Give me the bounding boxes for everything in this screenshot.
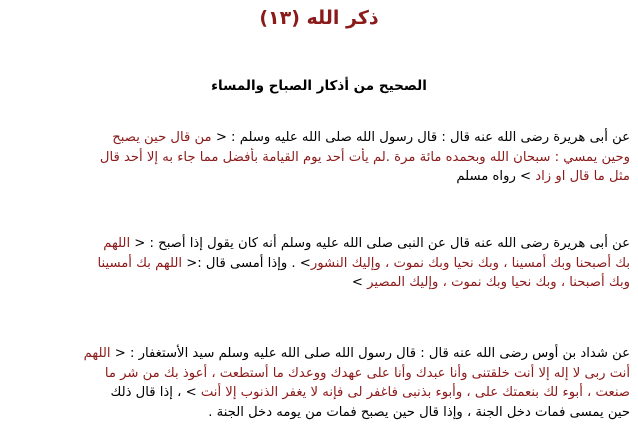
text-plain: > ، إذا قال ذلك	[110, 385, 201, 400]
text-line	[6, 128, 630, 148]
text-hadith: وحين يمسي : سبحان الله وبحمده مائة مرة .لم يأت أحد يوم القيامة بأفضل مما جاء به إلا أحد قال	[99, 149, 630, 165]
text-line	[6, 234, 630, 254]
section-subtitle: الصحيح من أذكار الصباح والمساء	[211, 78, 427, 94]
text-plain: >	[351, 275, 368, 290]
text-plain: عن أبى هريرة رضى الله عنه قال : قال رسول الله صلى الله عليه وسلم : <	[211, 130, 630, 145]
text-line	[6, 383, 630, 403]
text-plain: حين يمسى فمات دخل الجنة ، وإذا قال حين يصبح فمات من يومه دخل الجنة .	[208, 404, 630, 420]
hadith-paragraph-3	[6, 344, 630, 422]
text-hadith: بك أصبحنا وبك أمسينا ، وبك نحيا وبك نموت ، وإليك النشور	[310, 255, 630, 271]
text-line	[6, 254, 630, 274]
text-line	[6, 403, 630, 423]
text-hadith: مثل ما قال او زاد	[535, 169, 630, 184]
text-line	[6, 364, 630, 384]
text-hadith: صنعت ، أبوء لك بنعمتك على ، وأبوء بذنبى فاغفر لى فإنه لا يغفر الذنوب إلا أنت	[200, 385, 630, 400]
text-plain: > رواه مسلم	[456, 169, 536, 184]
text-hadith: أنت ربى لا إله إلا أنت خلقتنى وأنا عبدك وأنا على عهدك ووعدك ما أستطعت ، أعوذ بك من شر ما	[104, 365, 630, 381]
text-hadith: اللهم	[83, 346, 111, 361]
text-line	[6, 344, 630, 364]
text-hadith: اللهم بك أمسينا	[97, 255, 183, 271]
text-hadith: اللهم	[103, 236, 131, 251]
text-plain: > . وإذا أمسى قال :<	[182, 255, 311, 271]
hadith-paragraph-2	[6, 234, 630, 293]
text-line	[6, 148, 630, 168]
page-title: ذكر الله (١٣)	[259, 7, 379, 29]
text-plain: عن أبى هريرة رضى الله عنه قال عن النبى صلى الله عليه وسلم أنه كان يقول إذا أصبح : <	[130, 236, 630, 251]
text-hadith: وبك أصبحنا ، وبك نحيا وبك نموت ، وإليك المصير	[367, 275, 630, 290]
text-line	[6, 167, 630, 187]
hadith-paragraph-1	[6, 128, 630, 187]
text-line	[6, 273, 630, 293]
text-plain: عن شداد بن أوس رضى الله عنه قال : قال رسول الله صلى الله عليه وسلم سيد الأستغفار : <	[110, 346, 630, 361]
text-hadith: من قال حين يصبح	[112, 130, 212, 145]
